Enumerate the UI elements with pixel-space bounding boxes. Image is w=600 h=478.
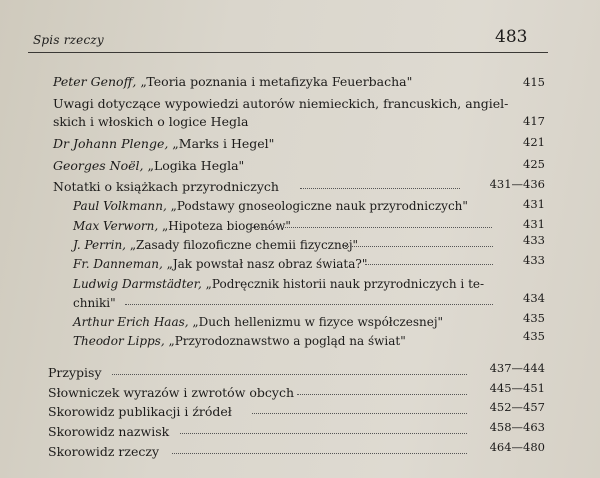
toc-subentry <box>73 257 367 271</box>
entry-page: 445—451 <box>489 381 545 395</box>
toc-entry <box>53 179 279 194</box>
dot-leader <box>300 178 460 189</box>
toc-entry <box>53 136 274 151</box>
entry-title: Przypisy <box>48 365 102 380</box>
entry-author: Dr Johann Plenge, <box>53 136 169 151</box>
entry-page: 431 <box>523 217 545 231</box>
toc-subentry <box>73 277 484 291</box>
entry-page: 417 <box>523 114 545 128</box>
entry-page: 433 <box>523 253 545 267</box>
dot-leader <box>297 384 467 395</box>
entry-title: Słowniczek wyrazów i zwrotów obcych <box>48 385 295 400</box>
entry-title: chniki" <box>73 296 116 310</box>
toc-subentry <box>73 238 358 252</box>
entry-page: 437—444 <box>489 361 545 375</box>
entry-author: Paul Volkmann, <box>73 199 167 213</box>
entry-title: Skorowidz rzeczy <box>48 444 160 459</box>
dot-leader <box>112 364 467 375</box>
toc-entry <box>48 385 294 400</box>
entry-author: Max Verworn, <box>73 219 159 233</box>
dot-leader <box>345 236 493 247</box>
entry-page: 431 <box>523 197 545 211</box>
toc-subentry <box>73 334 406 348</box>
entry-title: „Duch hellenizmu w fizyce współczesnej" <box>188 315 444 329</box>
entry-page: 435 <box>523 311 545 325</box>
entry-author: Theodor Lipps, <box>73 334 165 348</box>
toc-entry <box>48 424 169 439</box>
entry-page: 434 <box>523 291 545 305</box>
entry-title: „Zasady filozoficzne chemii fizycznej" <box>126 238 359 252</box>
entry-page: 458—463 <box>489 420 545 434</box>
entry-author: Georges Noël, <box>53 158 144 173</box>
toc-entry <box>53 74 412 89</box>
page-number: 483 <box>495 27 528 47</box>
entry-page: 464—480 <box>489 440 545 454</box>
entry-title: „Jak powstał nasz obraz świata?" <box>162 257 368 271</box>
dot-leader <box>365 254 493 265</box>
entry-title: Notatki o książkach przyrodniczych <box>53 179 279 194</box>
running-header-title: Spis rzeczy <box>33 33 104 47</box>
toc-entry <box>48 365 102 380</box>
toc-entry <box>48 404 232 419</box>
entry-title: „Przyrodoznawstwo a pogląd na świat" <box>164 334 406 348</box>
header-rule <box>28 52 548 53</box>
entry-author: Fr. Danneman, <box>73 257 163 271</box>
entry-page: 425 <box>523 157 545 171</box>
entry-page: 433 <box>523 233 545 247</box>
entry-author: Peter Genoff, <box>53 74 137 89</box>
toc-subentry <box>73 315 443 329</box>
entry-page: 452—457 <box>489 400 545 414</box>
entry-page: 421 <box>523 135 545 149</box>
entry-title: „Hipoteza biogenów" <box>158 219 291 233</box>
dot-leader <box>172 443 467 454</box>
entry-title: Skorowidz publikacji i źródeł <box>48 404 232 419</box>
toc-entry-continuation <box>53 114 248 129</box>
entry-title: „Logika Hegla" <box>143 158 245 173</box>
dot-leader <box>252 217 492 228</box>
entry-title: „Podstawy gnoseologiczne nauk przyrodniczych" <box>166 199 468 213</box>
dot-leader <box>125 294 493 305</box>
entry-page: 415 <box>523 75 545 89</box>
toc-entry <box>48 444 159 459</box>
entry-author: Ludwig Darmstädter, <box>73 277 202 291</box>
toc-entry <box>53 158 244 173</box>
toc-entry <box>53 96 508 111</box>
entry-author: J. Perrin, <box>73 238 126 252</box>
entry-title: „Podręcznik historii nauk przyrodniczych i te- <box>201 277 485 291</box>
entry-page: 431—436 <box>489 177 545 191</box>
entry-page: 435 <box>523 329 545 343</box>
toc-subentry <box>73 199 468 213</box>
entry-title: „Marks i Hegel" <box>168 136 275 151</box>
dot-leader <box>180 423 467 434</box>
dot-leader <box>252 403 467 414</box>
toc-subentry-continuation <box>73 296 116 310</box>
entry-title: „Teoria poznania i metafizyka Feuerbacha" <box>136 74 413 89</box>
entry-title: Uwagi dotyczące wypowiedzi autorów niemieckich, francuskich, angiel- <box>53 96 509 111</box>
entry-title: skich i włoskich o logice Hegla <box>53 114 249 129</box>
entry-author: Arthur Erich Haas, <box>73 315 189 329</box>
entry-title: Skorowidz nazwisk <box>48 424 170 439</box>
